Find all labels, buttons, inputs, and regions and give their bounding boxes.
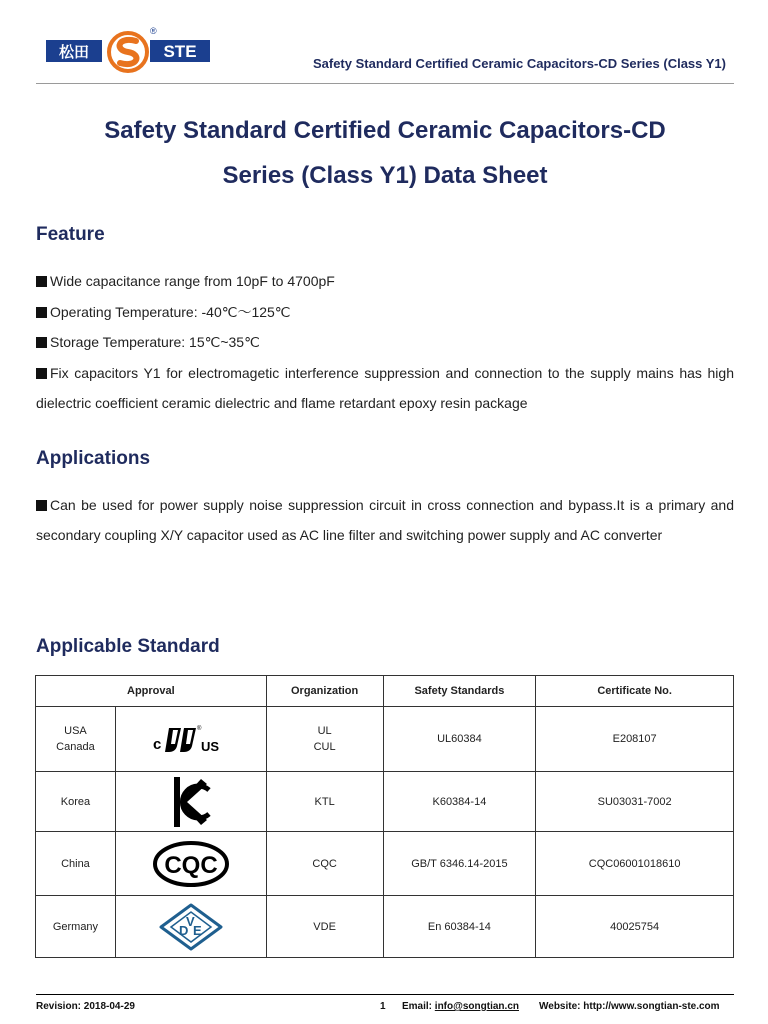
organization-cell: KTL xyxy=(266,772,383,832)
document-title xyxy=(36,108,734,198)
mark-cell xyxy=(115,772,266,832)
revision-date: Revision: 2018-04-29 xyxy=(36,1001,135,1012)
table-row xyxy=(36,707,734,772)
header-title: Safety Standard Certified Ceramic Capacitors-CD Series (Class Y1) xyxy=(312,56,726,71)
svg-text:c: c xyxy=(152,736,162,753)
bullet-square-icon xyxy=(36,276,47,287)
certificate-cell: SU03031-7002 xyxy=(536,772,734,832)
standards-table xyxy=(35,675,734,958)
organization-cell: UL CUL xyxy=(266,707,383,772)
applications-heading: Applications xyxy=(36,448,151,469)
mark-cell xyxy=(115,707,266,772)
feature-item: Operating Temperature: -40℃～125℃ xyxy=(36,297,734,327)
feature-item: Wide capacitance range from 10pF to 4700pF xyxy=(36,266,734,296)
page-number: 1 xyxy=(380,1001,386,1012)
feature-heading: Feature xyxy=(36,224,105,245)
column-header-approval: Approval xyxy=(36,676,267,707)
safety-standard-cell: UL60384 xyxy=(383,707,536,772)
footer-email xyxy=(402,1001,519,1012)
certificate-cell: E208107 xyxy=(536,707,734,772)
footer-website: Website: http://www.songtian-ste.com xyxy=(539,1001,720,1012)
svg-text:®: ® xyxy=(196,726,202,732)
mark-cell xyxy=(115,896,266,958)
certificate-cell: CQC06001018610 xyxy=(536,832,734,896)
safety-standard-cell: En 60384-14 xyxy=(383,896,536,958)
document-title-line2: Series (Class Y1) Data Sheet xyxy=(222,162,548,189)
table-row xyxy=(36,896,734,958)
column-header-certificate: Certificate No. xyxy=(536,676,734,707)
svg-text:松田: 松田 xyxy=(58,43,90,61)
applications-text: Can be used for power supply noise suppression circuit in cross connection and bypass.It is a primary and secondary coupling X/Y capacitor used as AC line filter and switching power supply and AC converter xyxy=(36,497,734,543)
kc-mark-icon xyxy=(171,775,211,829)
vde-mark-icon xyxy=(155,901,227,953)
organization-cell: VDE xyxy=(266,896,383,958)
svg-text:CQC: CQC xyxy=(164,851,218,879)
email-link[interactable]: info@songtian.cn xyxy=(434,1001,519,1012)
region-cell: Korea xyxy=(36,772,116,832)
feature-item: Storage Temperature: 15℃~35℃ xyxy=(36,327,734,357)
region-cell: China xyxy=(36,832,116,896)
organization-cell: CQC xyxy=(266,832,383,896)
mark-cell xyxy=(115,832,266,896)
certificate-cell: 40025754 xyxy=(536,896,734,958)
feature-item: Fix capacitors Y1 for electromagetic interference suppression and connection to the supply mains has high dielectric coefficient ceramic dielectric and flame retardant epoxy resin package xyxy=(36,365,734,411)
region-cell: Germany xyxy=(36,896,116,958)
svg-text:V: V xyxy=(185,913,195,929)
column-header-safety-standards: Safety Standards xyxy=(383,676,536,707)
svg-text:D: D xyxy=(178,922,189,938)
column-header-organization: Organization xyxy=(266,676,383,707)
c-ul-us-mark-icon xyxy=(151,722,231,756)
safety-standard-cell: K60384-14 xyxy=(383,772,536,832)
svg-text:E: E xyxy=(192,922,202,938)
page-header xyxy=(36,22,734,84)
svg-text:US: US xyxy=(200,739,219,754)
cqc-mark-icon xyxy=(151,840,231,888)
region-cell xyxy=(36,707,116,772)
svg-text:®: ® xyxy=(150,26,157,36)
email-label: Email: xyxy=(402,1001,433,1012)
company-logo xyxy=(46,24,216,80)
table-header-row xyxy=(36,676,734,707)
table-row xyxy=(36,772,734,832)
applicable-standard-heading: Applicable Standard xyxy=(36,636,220,657)
region-canada: Canada xyxy=(56,741,95,753)
svg-text:STE: STE xyxy=(163,42,197,61)
document-title-line1: Safety Standard Certified Ceramic Capacitors-CD xyxy=(104,117,666,144)
bullet-square-icon xyxy=(36,337,47,348)
page-footer xyxy=(36,994,734,1014)
region-usa: USA xyxy=(64,725,87,737)
table-row xyxy=(36,832,734,896)
bullet-square-icon xyxy=(36,368,47,379)
safety-standard-cell: GB/T 6346.14-2015 xyxy=(383,832,536,896)
bullet-square-icon xyxy=(36,500,47,511)
bullet-square-icon xyxy=(36,307,47,318)
